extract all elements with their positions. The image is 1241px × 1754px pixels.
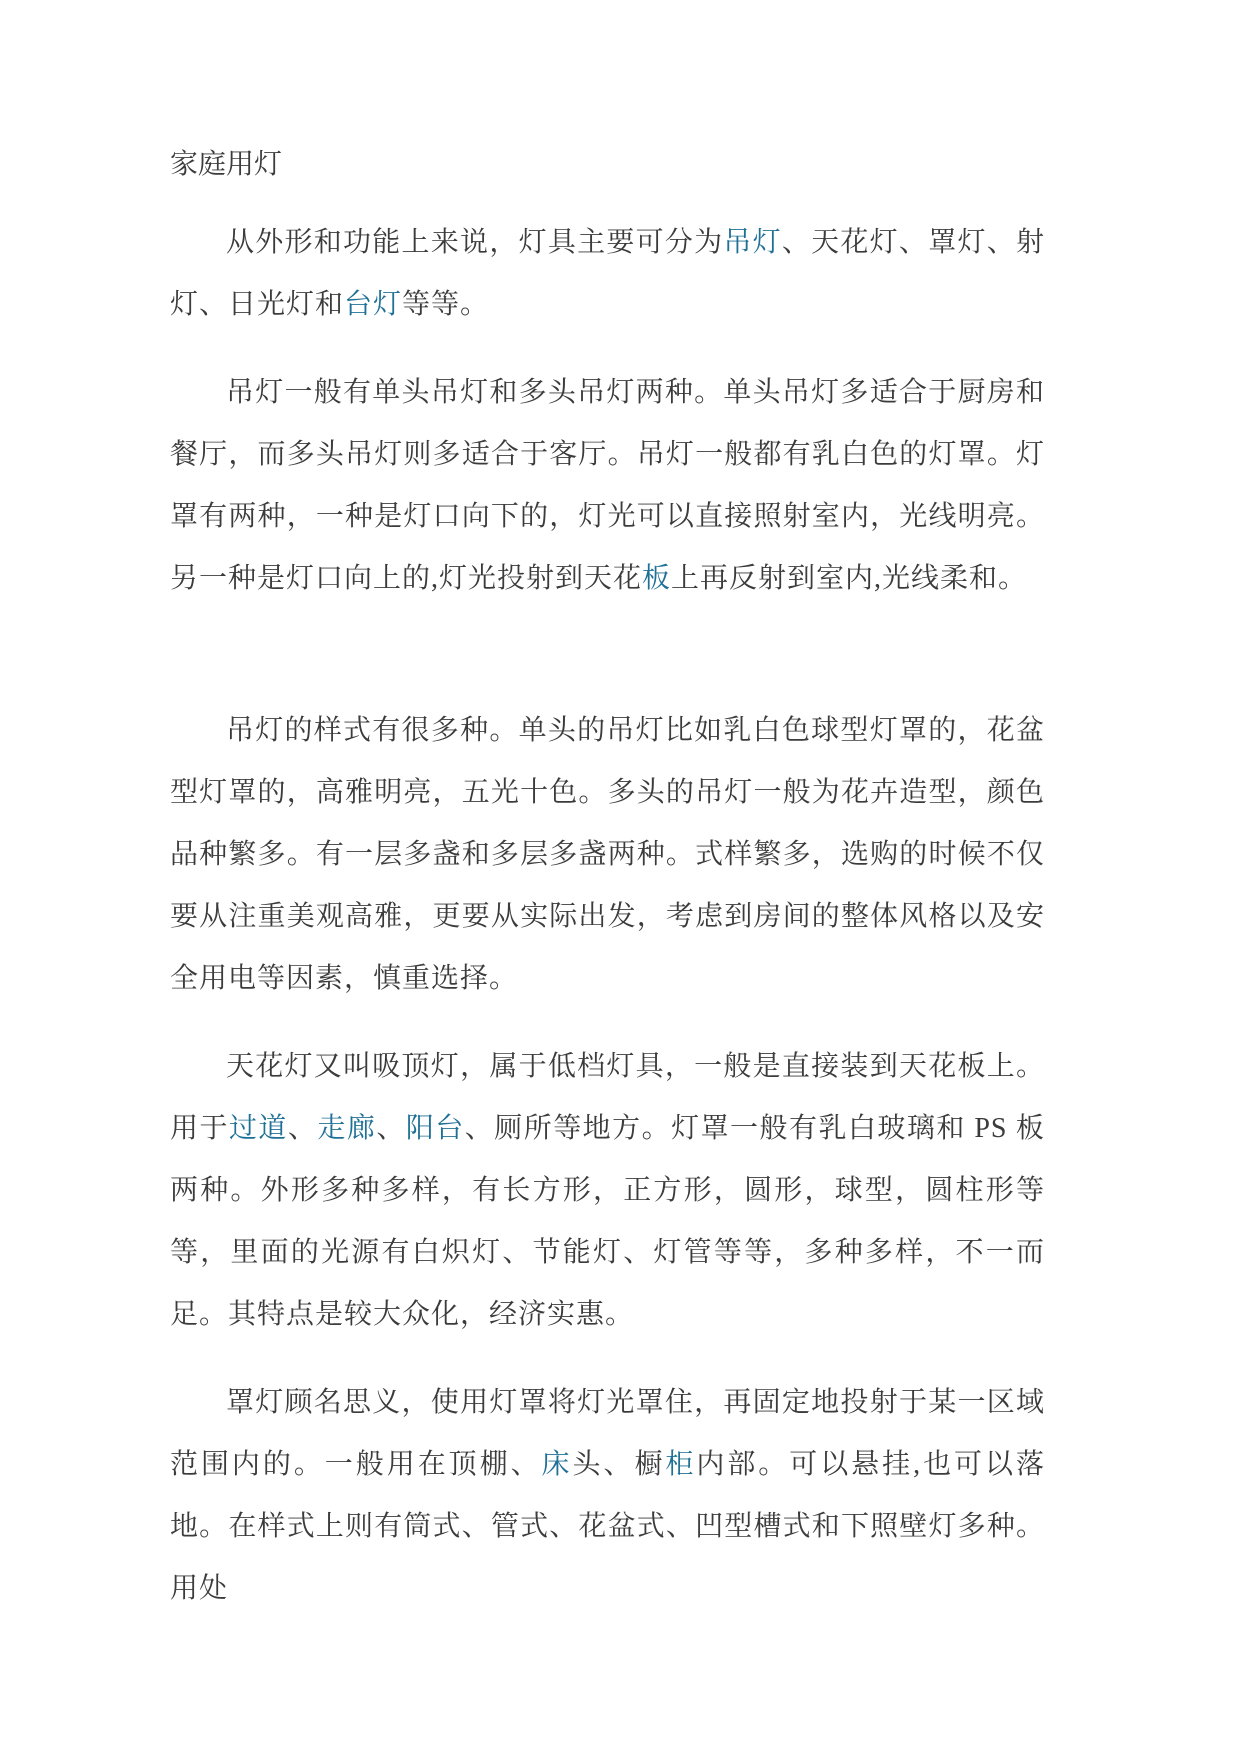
- text-run: 吊灯一般有单头吊灯和多头吊灯两种。单头吊灯多适合于厨房和餐厅，而多头吊灯则多适合于客厅。吊灯一般都有乳白色的灯罩。灯罩有两种，一种是灯口向下的，灯光可以直接照射室内，光线明亮。另一种是灯口向上的,灯光投射到天花: [170, 377, 1045, 594]
- text-run: 上再反射到室内,光线柔和。: [671, 563, 1028, 594]
- text-run: 、: [376, 1113, 406, 1144]
- text-run: 、厕所等地方。灯罩一般有乳白玻璃和 PS 板两种。外形多种多样，有长方形，正方形，圆形，球型，圆柱形等等，里面的光源有白炽灯、节能灯、灯管等等，多种多样，不一而足。其特点是较大众化，经济实惠。: [170, 1113, 1045, 1330]
- hyperlink-text[interactable]: 台灯: [344, 289, 403, 320]
- hyperlink-text[interactable]: 走廊: [317, 1113, 377, 1144]
- text-run: 吊灯的样式有很多种。单头的吊灯比如乳白色球型灯罩的，花盆型灯罩的，高雅明亮，五光十色。多头的吊灯一般为花卉造型，颜色品种繁多。有一层多盏和多层多盏两种。式样繁多，选购的时候不仅要从注重美观高雅，更要从实际出发，考虑到房间的整体风格以及安全用电等因素，慎重选择。: [170, 715, 1045, 994]
- document-title: 家庭用灯: [170, 149, 283, 180]
- paragraph: [170, 362, 1045, 610]
- hyperlink-text[interactable]: 柜: [665, 1449, 697, 1480]
- hyperlink-text[interactable]: 板: [642, 563, 672, 594]
- paragraph: [170, 212, 1045, 336]
- text-run: 天花灯又叫吸顶灯，属于低档灯具，一般是直接装到天花板上。用于: [170, 1051, 1045, 1144]
- document-body: [170, 212, 1045, 1620]
- text-run: 、天花灯、罩灯、射灯、日光灯和: [170, 227, 1045, 320]
- text-run: 从外形和功能上来说，灯具主要可分为: [226, 227, 724, 258]
- text-run: 内部。可以悬挂,也可以落地。在样式上则有筒式、管式、花盆式、凹型槽式和下照壁灯多种。用处: [170, 1449, 1045, 1604]
- hyperlink-text[interactable]: 吊灯: [723, 227, 782, 258]
- hyperlink-text[interactable]: 床: [541, 1449, 573, 1480]
- paragraph: [170, 700, 1045, 1010]
- paragraph: [170, 1372, 1045, 1620]
- hyperlink-text[interactable]: 阳台: [405, 1113, 465, 1144]
- paragraph: [170, 1036, 1045, 1346]
- text-run: 、: [287, 1113, 318, 1144]
- text-run: 罩灯顾名思义，使用灯罩将灯光罩住，再固定地投射于某一区域范围内的。一般用在顶棚、: [170, 1387, 1045, 1480]
- text-run: 头、橱: [572, 1449, 666, 1480]
- text-run: 等等。: [402, 289, 490, 320]
- hyperlink-text[interactable]: 过道: [228, 1113, 288, 1144]
